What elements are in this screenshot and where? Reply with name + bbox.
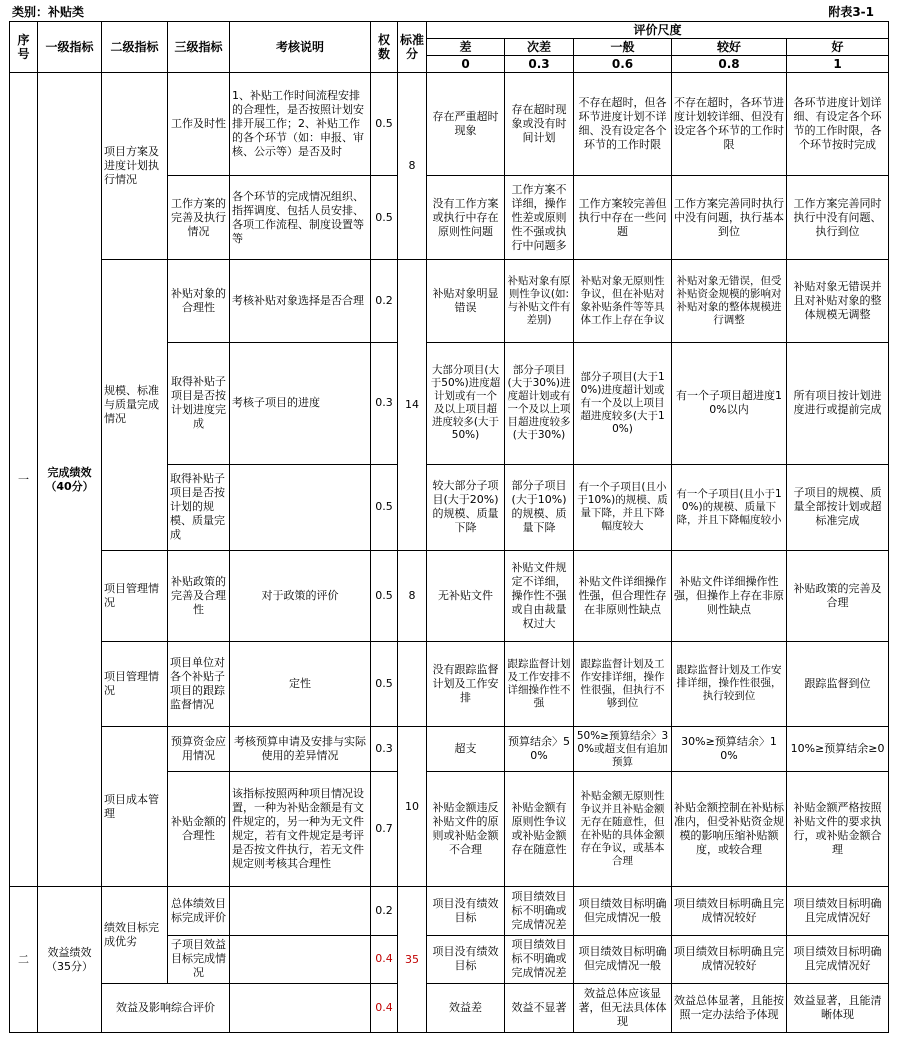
level3-cell: 工作及时性 [168, 73, 230, 176]
table-row [10, 641, 889, 727]
grade-cell: 补贴政策的完善及合理 [787, 551, 889, 642]
col-header-level1: 一级指标 [38, 22, 102, 73]
standard-cell: 8 [398, 551, 427, 642]
group-level1: 效益绩效（35分） [38, 887, 102, 1033]
grade-cell: 50%≥预算结余〉30%或超支但有追加预算 [574, 727, 672, 772]
col-header-scale: 评价尺度 [427, 22, 889, 39]
grade-name-1: 差 [427, 39, 505, 56]
level3-cell: 预算资金应用情况 [168, 727, 230, 772]
grade-cell: 补贴对象无原则性争议，但在补贴对象补贴条件等等具体工作上存在争议 [574, 260, 672, 342]
desc-cell: 考核预算申请及安排与实际使用的差异情况 [230, 727, 371, 772]
level2-cell: 项目管理情况 [102, 551, 168, 642]
level3-cell: 补贴政策的完善及合理性 [168, 551, 230, 642]
grade-name-5: 好 [787, 39, 889, 56]
grade-cell: 项目绩效目标不明确或完成情况差 [505, 936, 574, 983]
grade-cell: 补贴文件详细操作性强，但合理性存在非原则性缺点 [574, 551, 672, 642]
grade-cell: 补贴文件规定不详细，操作性不强或自由裁量权过大 [505, 551, 574, 642]
level3-cell: 取得补贴子项目是否按计划进度完成 [168, 342, 230, 464]
desc-cell: 对于政策的评价 [230, 551, 371, 642]
level2-cell: 项目成本管理 [102, 727, 168, 887]
level2-cell: 绩效目标完成优劣 [102, 887, 168, 984]
grade-cell: 有一个子项目(且小于10%)的规模、质量下降，并且下降幅度较大 [574, 464, 672, 551]
grade-cell: 项目绩效目标明确且完成情况较好 [672, 936, 787, 983]
level2-cell: 项目管理情况 [102, 641, 168, 727]
grade-cell: 效益不显著 [505, 983, 574, 1032]
standard-cell: 35 [398, 887, 427, 1033]
grade-cell: 大部分项目(大于50%)进度超计划或有一个及以上项目超进度较多(大于50%) [427, 342, 505, 464]
desc-cell [230, 983, 371, 1032]
table-row [10, 551, 889, 642]
grade-cell: 工作方案不详细，操作性差或原则性不强或执行中问题多 [505, 175, 574, 260]
col-header-standard: 标准分 [398, 22, 427, 73]
grade-cell: 补贴对象无错误，但受补贴资金规模的影响对补贴对象的整体规模进行调整 [672, 260, 787, 342]
weight-cell: 0.7 [371, 772, 398, 887]
category-label: 类别：补贴类 [12, 5, 85, 19]
grade-cell: 跟踪监督到位 [787, 641, 889, 727]
grade-cell: 工作方案完善同时执行中没有问题、执行到位 [787, 175, 889, 260]
grade-cell: 项目绩效目标不明确或完成情况差 [505, 887, 574, 936]
weight-cell: 0.5 [371, 73, 398, 176]
grade-cell: 有一个子项目(且小于10%)的规模、质量下降，并且下降幅度较小 [672, 464, 787, 551]
weight-cell: 0.5 [371, 464, 398, 551]
weight-cell: 0.5 [371, 551, 398, 642]
grade-cell: 项目没有绩效目标 [427, 887, 505, 936]
level2-cell: 规模、标准与质量完成情况 [102, 260, 168, 551]
grade-cell: 有一个子项目超进度10%以内 [672, 342, 787, 464]
level3-cell: 工作方案的完善及执行情况 [168, 175, 230, 260]
grade-cell: 补贴对象有原则性争议(如:与补贴文件有差别) [505, 260, 574, 342]
grade-cell: 效益差 [427, 983, 505, 1032]
table-row [10, 727, 889, 772]
table-row [10, 887, 889, 936]
col-header-level3: 三级指标 [168, 22, 230, 73]
grade-cell: 效益显著，且能清晰体现 [787, 983, 889, 1032]
weight-cell: 0.4 [371, 983, 398, 1032]
desc-cell: 1、补贴工作时间流程安排的合理性，是否按照计划安排开展工作；2、补贴工作的各个环节（如：申报、审核、公示等）是否及时 [230, 73, 371, 176]
grade-score-1: 0 [427, 56, 505, 73]
desc-cell: 各个环节的完成情况组织、指挥调度、包括人员安排、各项工作流程、制度设置等等 [230, 175, 371, 260]
weight-cell: 0.5 [371, 175, 398, 260]
grade-score-2: 0.3 [505, 56, 574, 73]
table-row [10, 260, 889, 342]
grade-score-3: 0.6 [574, 56, 672, 73]
grade-cell: 部分子项目(大于30%)进度超计划或有一个及以上项目超进度较多(大于30%) [505, 342, 574, 464]
grade-cell: 较大部分子项目(大于20%)的规模、质量下降 [427, 464, 505, 551]
grade-cell: 超支 [427, 727, 505, 772]
grade-cell: 子项目的规模、质量全部按计划或超标准完成 [787, 464, 889, 551]
grade-cell: 各环节进度计划详细、有设定各个环节的工作时限，各个环节按时完成 [787, 73, 889, 176]
grade-cell: 跟踪监督计划及工作安排详细，操作性很强，执行较到位 [672, 641, 787, 727]
level3-cell: 补贴金额的合理性 [168, 772, 230, 887]
desc-cell: 定性 [230, 641, 371, 727]
grade-cell: 部分子项目(大于10%)进度超计划或有一个及以上项目超进度较多(大于10%) [574, 342, 672, 464]
appendix-label: 附表3-1 [828, 5, 874, 19]
col-header-seq: 序号 [10, 22, 38, 73]
grade-cell: 没有工作方案或执行中存在原则性问题 [427, 175, 505, 260]
grade-cell: 项目绩效目标明确且完成情况好 [787, 887, 889, 936]
table-row [10, 73, 889, 176]
grade-cell: 预算结余〉50% [505, 727, 574, 772]
grade-cell: 10%≥预算结余≥0 [787, 727, 889, 772]
grade-cell: 存在超时现象或没有时间计划 [505, 73, 574, 176]
grade-cell: 效益总体显著，且能按照一定办法给予体现 [672, 983, 787, 1032]
grade-cell: 项目绩效目标明确且完成情况较好 [672, 887, 787, 936]
grade-cell: 项目绩效目标明确且完成情况好 [787, 936, 889, 983]
grade-cell: 没有跟踪监督计划及工作安排 [427, 641, 505, 727]
level2-cell: 项目方案及进度计划执行情况 [102, 73, 168, 260]
grade-cell: 30%≥预算结余〉10% [672, 727, 787, 772]
grade-name-4: 较好 [672, 39, 787, 56]
level3-cell: 取得补贴子项目是否按计划的规模、质量完成 [168, 464, 230, 551]
grade-score-4: 0.8 [672, 56, 787, 73]
standard-cell: 14 [398, 260, 427, 551]
level3-cell: 项目单位对各个补贴子项目的跟踪监督情况 [168, 641, 230, 727]
group-level1: 完成绩效（40分） [38, 73, 102, 887]
col-header-weight: 权数 [371, 22, 398, 73]
standard-cell: 8 [398, 73, 427, 260]
weight-cell: 0.5 [371, 641, 398, 727]
grade-cell: 补贴金额违反补贴文件的原则或补贴金额不合理 [427, 772, 505, 887]
weight-cell: 0.3 [371, 727, 398, 772]
grade-cell: 项目绩效目标明确但完成情况一般 [574, 936, 672, 983]
table-row [10, 983, 889, 1032]
level3-cell: 补贴对象的合理性 [168, 260, 230, 342]
header-row-1 [10, 22, 889, 39]
standard-cell [398, 641, 427, 727]
grade-cell: 补贴金额严格按照补贴文件的要求执行，或补贴金额合理 [787, 772, 889, 887]
grade-cell: 补贴金额有原则性争议或补贴金额存在随意性 [505, 772, 574, 887]
grade-cell: 补贴对象无错误并且对补贴对象的整体规模无调整 [787, 260, 889, 342]
desc-cell [230, 464, 371, 551]
weight-cell: 0.2 [371, 260, 398, 342]
grade-cell: 存在严重超时现象 [427, 73, 505, 176]
col-header-level2: 二级指标 [102, 22, 168, 73]
level3-cell: 子项目效益目标完成情况 [168, 936, 230, 983]
grade-cell: 不存在超时，各环节进度计划较详细、但没有设定各个环节的工作时限 [672, 73, 787, 176]
standard-cell: 10 [398, 727, 427, 887]
grade-cell: 补贴金额无原则性争议并且补贴金额无存在随意性，但在补贴的具体金额存在争议，或基本合理 [574, 772, 672, 887]
weight-cell: 0.3 [371, 342, 398, 464]
grade-cell: 项目没有绩效目标 [427, 936, 505, 983]
grade-name-3: 一般 [574, 39, 672, 56]
desc-cell [230, 887, 371, 936]
level3-cell: 总体绩效目标完成评价 [168, 887, 230, 936]
weight-cell: 0.2 [371, 887, 398, 936]
grade-score-5: 1 [787, 56, 889, 73]
grade-name-2: 次差 [505, 39, 574, 56]
grade-cell: 补贴对象明显错误 [427, 260, 505, 342]
grade-cell: 效益总体应该显著，但无法具体体现 [574, 983, 672, 1032]
group-seq: 一 [10, 73, 38, 887]
grade-cell: 跟踪监督计划及工作安排详细，操作性很强，但执行不够到位 [574, 641, 672, 727]
grade-cell: 跟踪监督计划及工作安排不详细操作性不强 [505, 641, 574, 727]
col-header-desc: 考核说明 [230, 22, 371, 73]
grade-cell: 补贴文件详细操作性强，但操作上存在非原则性缺点 [672, 551, 787, 642]
desc-cell: 考核补贴对象选择是否合理 [230, 260, 371, 342]
grade-cell: 无补贴文件 [427, 551, 505, 642]
desc-cell: 该指标按照两种项目情况设置，一种为补贴金额是有文件规定的，另一种为无文件规定，若有文件规定是考评是否按文件执行，若无文件规定则考核其合理性 [230, 772, 371, 887]
desc-cell: 考核子项目的进度 [230, 342, 371, 464]
grade-cell: 项目绩效目标明确但完成情况一般 [574, 887, 672, 936]
grade-cell: 补贴金额控制在补贴标准内，但受补贴资金规模的影响压缩补贴额度，或较合理 [672, 772, 787, 887]
desc-cell [230, 936, 371, 983]
weight-cell: 0.4 [371, 936, 398, 983]
grade-cell: 部分子项目(大于10%)的规模、质量下降 [505, 464, 574, 551]
evaluation-table [9, 21, 889, 1033]
level2-cell: 效益及影响综合评价 [102, 983, 230, 1032]
grade-cell: 工作方案完善同时执行中没有问题，执行基本到位 [672, 175, 787, 260]
grade-cell: 所有项目按计划进度进行或提前完成 [787, 342, 889, 464]
group-seq: 二 [10, 887, 38, 1033]
grade-cell: 工作方案较完善但执行中存在一些问题 [574, 175, 672, 260]
grade-cell: 不存在超时，但各环节进度计划不详细、没有设定各个环节的工作时限 [574, 73, 672, 176]
